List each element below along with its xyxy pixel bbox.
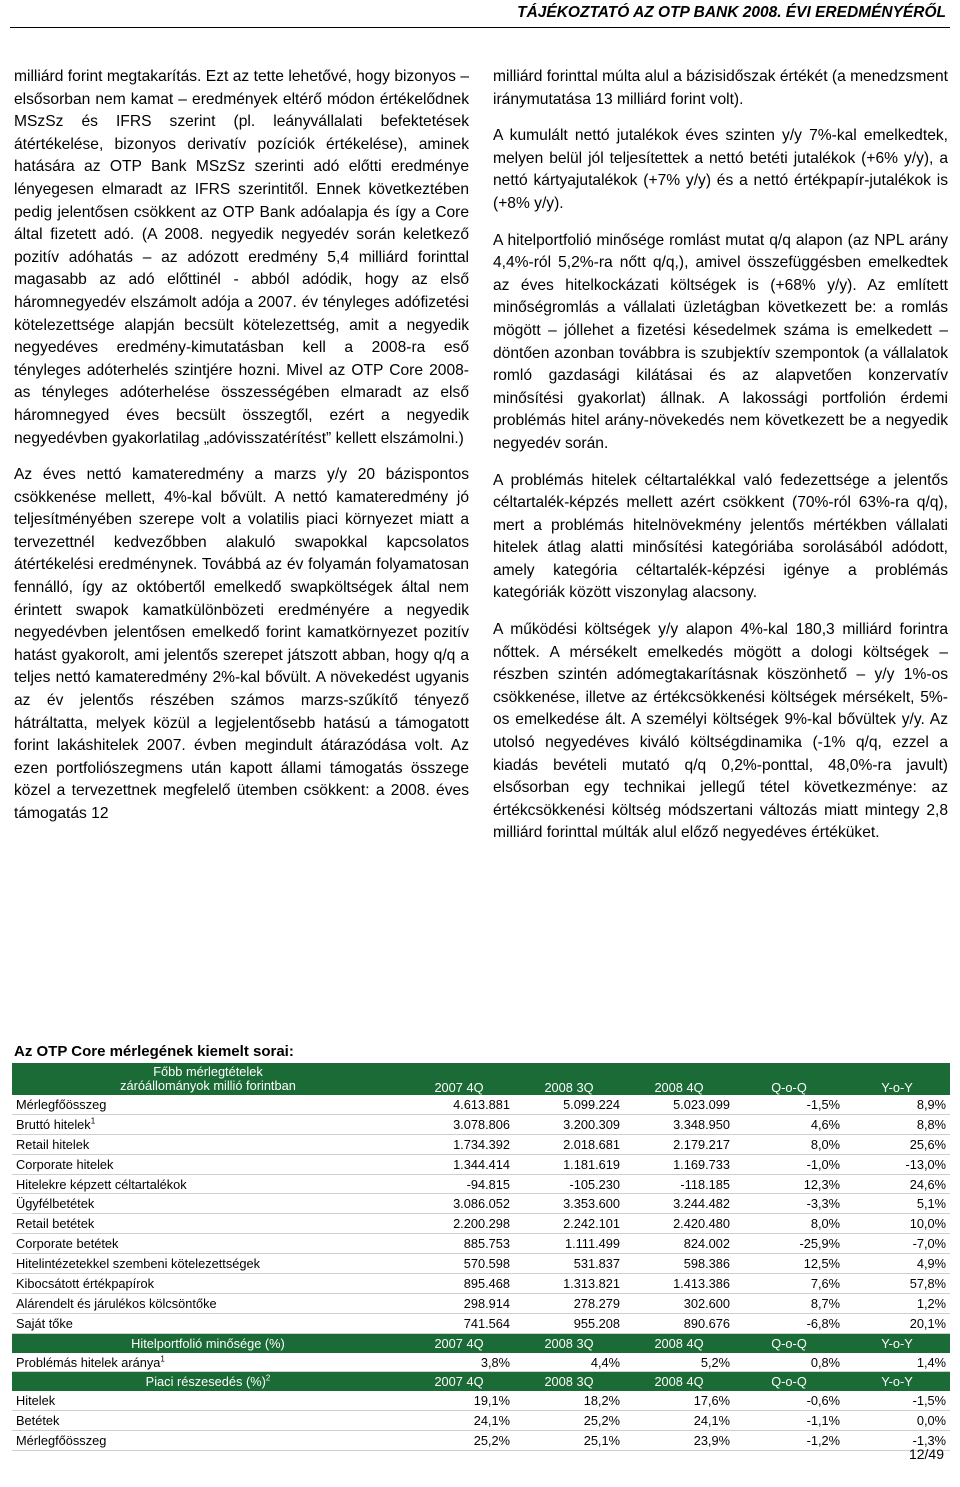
row-label-text: Alárendelt és járulékos kölcsöntőke — [16, 1295, 217, 1311]
table-row — [12, 1313, 950, 1333]
market-header-row-col: 2008 4Q — [624, 1372, 734, 1391]
market-header-row-col: Y-o-Y — [844, 1372, 950, 1391]
row-label — [12, 1174, 404, 1194]
footnote-marker: 1 — [160, 1354, 165, 1364]
right-paragraph-1: milliárd forinttal múlta alul a bázisidőszak értékét (a menedzsment iránymutatása 13 milliárd forint volt). — [493, 68, 949, 108]
quality-header-row-col: 2008 3Q — [514, 1333, 624, 1352]
row-value: 17,6% — [624, 1391, 734, 1410]
table-header-row — [12, 1063, 950, 1095]
row-value: 19,1% — [404, 1391, 514, 1410]
right-paragraph-2: A kumulált nettó jutalékok éves szinten y/y 7%-kal emelkedtek, melyen belül jól teljesítettek a nettó betéti jutalékok (+6% y/y), a nettó kártyajutalékok (+7% y/y) és a nettó értékpapír-jutalékok is (+8% y/y). — [493, 127, 948, 212]
left-text-column — [14, 66, 469, 840]
row-value: -1,3% — [844, 1431, 950, 1451]
row-value: -3,3% — [734, 1194, 844, 1214]
header-col-4: Y-o-Y — [844, 1063, 950, 1095]
row-value: 3.244.482 — [624, 1194, 734, 1214]
balance-table-title: Az OTP Core mérlegének kiemelt sorai: — [14, 1043, 294, 1060]
row-value: 10,0% — [844, 1214, 950, 1234]
row-value: 2.420.480 — [624, 1214, 734, 1234]
row-label — [12, 1411, 404, 1431]
row-label — [12, 1134, 404, 1154]
row-value: 1,2% — [844, 1293, 950, 1313]
footnote-marker: 1 — [90, 1116, 96, 1126]
row-label-text: Hitelek — [16, 1393, 56, 1409]
row-value: 8,9% — [844, 1095, 950, 1114]
row-value: 24,1% — [404, 1411, 514, 1431]
market-header-row-label-text: Piaci részesedés (%) — [145, 1374, 266, 1390]
header-label-cell — [12, 1063, 404, 1095]
header-rule — [10, 27, 950, 28]
row-value: -94.815 — [404, 1174, 514, 1194]
row-value: -1,0% — [734, 1154, 844, 1174]
row-value: 4.613.881 — [404, 1095, 514, 1114]
table-row — [12, 1095, 950, 1114]
row-value: 5,1% — [844, 1194, 950, 1214]
quality-header-row-col: Q-o-Q — [734, 1333, 844, 1352]
row-label-text: Retail hitelek — [16, 1136, 90, 1152]
row-value: 18,2% — [514, 1391, 624, 1410]
row-value: -0,6% — [734, 1391, 844, 1410]
row-value: 24,1% — [624, 1411, 734, 1431]
table-row — [12, 1274, 950, 1294]
right-paragraph-5: A működési költségek y/y alapon 4%-kal 180,3 milliárd forintra nőttek. A mérsékelt emelkedés mögött a dologi költségek – részben szintén adómegtakarításnak köszönhető – y/y 1%-os csökkenése, illetve az értékcsökkenési költségek mérsékelt, 5%-os emelkedése ált. A személyi költségek 9%-kal bővültek y/y. Az utolsó negyedéves kiváló költségdinamika (-1% q/q, ezzel a kiadás bevételi mutató q/q 0,2%-ponttal, 48,0%-ra javult) elsősorban egy technikai jellegű tétel következménye: az értékcsökkenési költség módszertani változás miatt mintegy 2,8 milliárd forinttal múlták alul előző negyedéves értéküket. — [493, 621, 948, 842]
row-value: 57,8% — [844, 1274, 950, 1294]
row-value: 741.564 — [404, 1313, 514, 1333]
row-label — [12, 1114, 404, 1134]
header-col-2: 2008 4Q — [624, 1063, 734, 1095]
row-value: 885.753 — [404, 1234, 514, 1254]
row-label — [12, 1274, 404, 1294]
right-text-column — [493, 66, 948, 859]
balance-sheet-table — [12, 1063, 950, 1451]
row-value: 278.279 — [514, 1293, 624, 1313]
left-paragraph-2: Az éves nettó kamateredmény a marzs y/y 20 bázispontos csökkenése mellett, 4%-kal bővült. A nettó kamateredmény jó teljesítményében szerepe volt a volatilis piaci környezet miatt a tervezettnél kedvezőbben alakuló swapokkal kapcsolatos átértékelési eredménynek. Továbbá az év folyamán folyamatosan fennálló, így az októbertől emelkedő swapköltségek által nem érintett swapok kamatkülönbözeti eredményére a negyedik negyedévben jelentősen emelkedő forint kamatkörnyezet pozitív hatást gyakorolt, ami jelentős szerepet játszott abban, hogy q/q a teljes nettó kamateredmény 2%-kal bővült. A növekedést ugyanis az év jelentős részében számos marzs-szűkítő tényező hátráltatta, melyek közül a legjelentősebb hatású a támogatott forint lakáshitelek 2007. évben megindult átárazódása volt. Az ezen portfoliószegmens után kapott állami támogatás összege közel a tervezettnek megfelelő ütemben csökkent: a 2008. éves támogatás 12 — [14, 466, 469, 822]
row-value: 3.353.600 — [514, 1194, 624, 1214]
row-label-text: Hitelintézetekkel szembeni kötelezettségek — [16, 1256, 260, 1272]
row-value: -7,0% — [844, 1234, 950, 1254]
row-label-text: Retail betétek — [16, 1216, 95, 1232]
quality-header-row-col: Y-o-Y — [844, 1333, 950, 1352]
table-row — [12, 1391, 950, 1410]
row-value: 1.734.392 — [404, 1134, 514, 1154]
row-value: 0,8% — [734, 1353, 844, 1372]
row-value: 8,0% — [734, 1134, 844, 1154]
row-value: 0,0% — [844, 1411, 950, 1431]
row-label-text: Mérlegfőösszeg — [16, 1433, 107, 1449]
row-value: 298.914 — [404, 1293, 514, 1313]
row-value: 3.086.052 — [404, 1194, 514, 1214]
table-row — [12, 1214, 950, 1234]
table-row — [12, 1411, 950, 1431]
quality-header-row-col: 2007 4Q — [404, 1333, 514, 1352]
row-value: 2.179.217 — [624, 1134, 734, 1154]
row-value: -1,2% — [734, 1431, 844, 1451]
row-label-text: Problémás hitelek aránya — [16, 1354, 161, 1370]
row-value: -1,5% — [734, 1095, 844, 1114]
row-value: 598.386 — [624, 1254, 734, 1274]
quality-header-row-label — [12, 1333, 404, 1352]
table-row — [12, 1234, 950, 1254]
row-value: -105.230 — [514, 1174, 624, 1194]
row-value: 3.078.806 — [404, 1114, 514, 1134]
row-value: 25,2% — [404, 1431, 514, 1451]
row-value: 1.111.499 — [514, 1234, 624, 1254]
market-header-row-col: 2008 3Q — [514, 1372, 624, 1391]
row-value: 5,2% — [624, 1353, 734, 1372]
running-header-title: TÁJÉKOZTATÓ AZ OTP BANK 2008. ÉVI EREDMÉNYÉRŐL — [517, 4, 946, 21]
table-row — [12, 1293, 950, 1313]
row-label — [12, 1234, 404, 1254]
row-value: 4,4% — [514, 1353, 624, 1372]
row-label-text: Saját tőke — [16, 1315, 73, 1331]
row-value: 4,6% — [734, 1114, 844, 1134]
left-paragraph-1: milliárd forint megtakarítás. Ezt az tette lehetővé, hogy bizonyos – elsősorban nem kamat – eredmények eltérő módon értékelődnek MSzSz és IFRS szerint (pl. leányvállalati befektetések átértékelése, bizonyos derivatív pozíciók értékelése), aminek hatására az OTP Bank MSzSz szerinti adó előtti eredménye lényegesen elmaradt az IFRS szerintitől. Ennek következtében pedig jelentősen csökkent az OTP Bank adóalapja és így a Core által fizetett adó. (A 2008. negyedik negyedév során keletkező pozitív adóhatás – az adózott eredmény 5,4 milliárd forinttal magasabb az adó előttinél - abból adódik, hogy az első háromnegyedév elszámolt adója a 2007. év tényleges adófizetési kötelezettsége alapján becsült kötelezettség, amit a negyedik negyedéves eredmény-kimutatásban kell a 2008-ra eső tényleges adóterhelés szintjére hozni. Mivel az OTP Core 2008-as tényleges adóterhelése összességében elmaradt az első háromnegyed éves becsült összegtől, ezért a negyedik negyedévben gyakorlatilag „adóvisszatérítést” kellett elszámolni.) — [14, 68, 469, 447]
row-value: 12,3% — [734, 1174, 844, 1194]
row-value: 25,2% — [514, 1411, 624, 1431]
table-row — [12, 1114, 950, 1134]
table-row — [12, 1194, 950, 1214]
row-value: 7,6% — [734, 1274, 844, 1294]
row-value: 2.242.101 — [514, 1214, 624, 1234]
row-value: 1.313.821 — [514, 1274, 624, 1294]
row-value: -118.185 — [624, 1174, 734, 1194]
footnote-marker: 2 — [265, 1374, 271, 1384]
row-value: 23,9% — [624, 1431, 734, 1451]
table-row — [12, 1353, 950, 1372]
row-label — [12, 1154, 404, 1174]
row-value: 1,4% — [844, 1353, 950, 1372]
row-value: 1.344.414 — [404, 1154, 514, 1174]
row-value: 2.018.681 — [514, 1134, 624, 1154]
row-value: 24,6% — [844, 1174, 950, 1194]
row-value: 1.413.386 — [624, 1274, 734, 1294]
row-label — [12, 1353, 404, 1372]
header-label-line1: Főbb mérlegtételek — [153, 1064, 263, 1079]
market-header-row-col: 2007 4Q — [404, 1372, 514, 1391]
table-row — [12, 1431, 950, 1451]
row-value: 5.099.224 — [514, 1095, 624, 1114]
row-label-text: Betétek — [16, 1413, 60, 1429]
row-value: 3.200.309 — [514, 1114, 624, 1134]
row-value: 8,8% — [844, 1114, 950, 1134]
header-col-0: 2007 4Q — [404, 1063, 514, 1095]
page-number: 12/49 — [908, 1446, 944, 1462]
row-label — [12, 1431, 404, 1451]
row-value: 5.023.099 — [624, 1095, 734, 1114]
row-label — [12, 1391, 404, 1410]
row-label — [12, 1313, 404, 1333]
table-row — [12, 1134, 950, 1154]
row-label-text: Kibocsátott értékpapírok — [16, 1275, 154, 1291]
row-value: 3.348.950 — [624, 1114, 734, 1134]
table-row — [12, 1174, 950, 1194]
market-header-row-col: Q-o-Q — [734, 1372, 844, 1391]
header-col-1: 2008 3Q — [514, 1063, 624, 1095]
row-value: -1,5% — [844, 1391, 950, 1410]
row-value: -13,0% — [844, 1154, 950, 1174]
market-header-row — [12, 1372, 950, 1391]
row-value: 570.598 — [404, 1254, 514, 1274]
table-row — [12, 1254, 950, 1274]
row-value: -25,9% — [734, 1234, 844, 1254]
row-label-text: Ügyfélbetétek — [16, 1196, 95, 1212]
market-header-row-label — [12, 1372, 404, 1391]
row-value: 890.676 — [624, 1313, 734, 1333]
row-label-text: Corporate betétek — [16, 1236, 119, 1252]
row-value: 4,9% — [844, 1254, 950, 1274]
row-value: 1.181.619 — [514, 1154, 624, 1174]
row-label — [12, 1194, 404, 1214]
row-value: 2.200.298 — [404, 1214, 514, 1234]
row-value: 12,5% — [734, 1254, 844, 1274]
row-value: 25,6% — [844, 1134, 950, 1154]
header-col-3: Q-o-Q — [734, 1063, 844, 1095]
row-value: 824.002 — [624, 1234, 734, 1254]
row-value: -1,1% — [734, 1411, 844, 1431]
row-label-text: Mérlegfőösszeg — [16, 1096, 107, 1112]
row-label-text: Corporate hitelek — [16, 1156, 114, 1172]
row-label-text: Hitelekre képzett céltartalékok — [16, 1176, 187, 1192]
row-value: 8,0% — [734, 1214, 844, 1234]
right-paragraph-3: A hitelportfolió minősége romlást mutat q/q alapon (az NPL arány 4,4%-ról 5,2%-ra nőtt q/q,), amivel összefüggésben emelkedtek az éves hitelkockázati költségek is (+68% y/y). Az említett minőségromlás a vállalati üzletágban következett be: a romlás mögött – jóllehet a fizetési késedelmek száma is emelkedett – döntően azonban továbbra is szubjektív szempontok (a vállalatok romló gazdasági kilátásai és az alapvetően konzervatív minősítési gyakorlat) állnak. A lakossági portfolión érdemi problémás hitel arány-növekedés nem következett be a negyedik negyedév során. — [493, 231, 948, 452]
quality-header-row-col: 2008 4Q — [624, 1333, 734, 1352]
row-value: -6,8% — [734, 1313, 844, 1333]
row-value: 25,1% — [514, 1431, 624, 1451]
table-row — [12, 1154, 950, 1174]
row-label — [12, 1095, 404, 1114]
row-value: 302.600 — [624, 1293, 734, 1313]
row-value: 955.208 — [514, 1313, 624, 1333]
row-value: 531.837 — [514, 1254, 624, 1274]
row-label — [12, 1254, 404, 1274]
header-label-line2: záróállományok millió forintban — [120, 1078, 296, 1093]
right-paragraph-4: A problémás hitelek céltartalékkal való fedezettsége a jelentős céltartalék-képzés mellett azért csökkent (70%-ról 63%-ra q/q), mert a problémás hitelnövekmény jelentős mértékben vállalati hitelek átlag alatti minősítési kategóriába sorolásából adódott, amely kategória céltartalék-képzési igénye a problémás kategóriák között viszonylag alacsony. — [493, 471, 948, 602]
row-label — [12, 1214, 404, 1234]
row-value: 1.169.733 — [624, 1154, 734, 1174]
row-value: 8,7% — [734, 1293, 844, 1313]
row-value: 3,8% — [404, 1353, 514, 1372]
quality-header-row — [12, 1333, 950, 1352]
quality-header-row-label-text: Hitelportfolió minősége (%) — [131, 1335, 285, 1351]
row-value: 895.468 — [404, 1274, 514, 1294]
row-value: 20,1% — [844, 1313, 950, 1333]
row-label-text: Bruttó hitelek — [16, 1116, 91, 1132]
row-label — [12, 1293, 404, 1313]
